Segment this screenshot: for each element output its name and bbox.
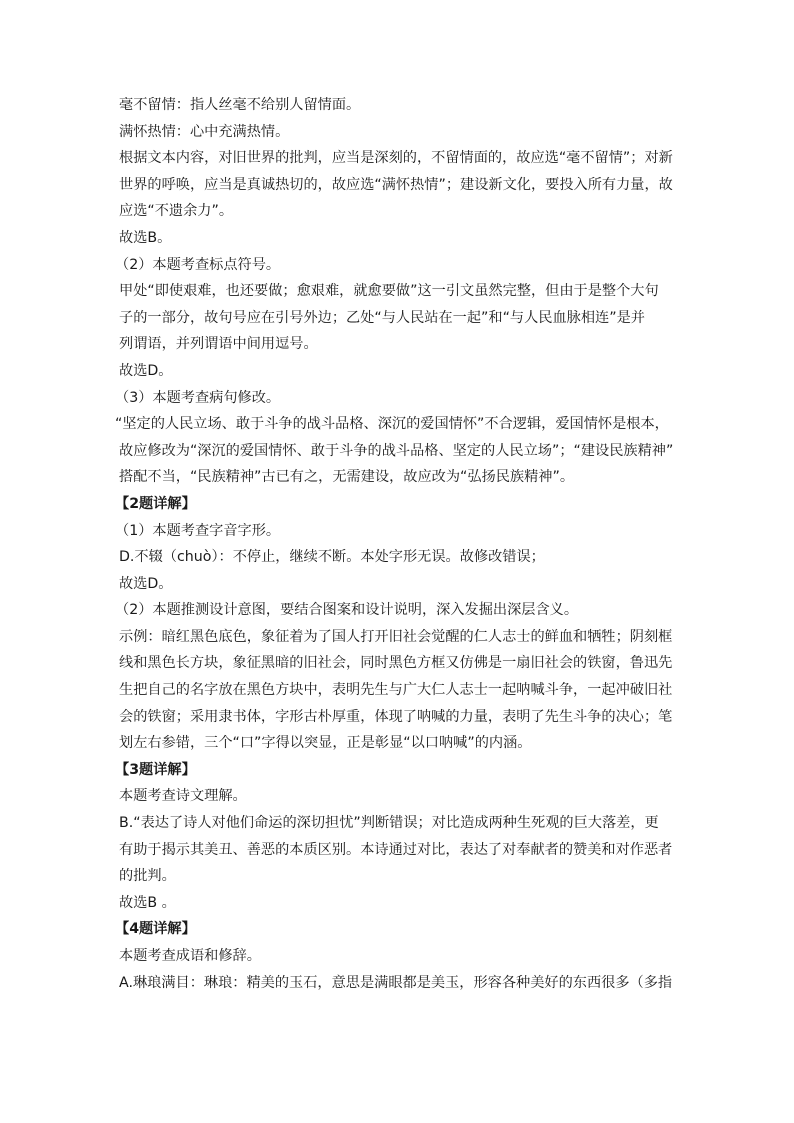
text-line: 毫不留情：指人丝毫不给别人留情面。: [119, 97, 361, 113]
text-line: 搭配不当，“民族精神”古已有之，无需建设，故应改为“弘扬民族精神”。: [119, 469, 575, 486]
document-body: [115, 92, 679, 996]
text-line: 生把自己的名字放在黑色方块中，表明先生与广大仁人志士一起呐喊斗争，一起冲破旧社: [119, 682, 673, 699]
text-line: 线和黑色长方块，象征黑暗的旧社会，同时黑色方框又仿佛是一扇旧社会的铁窗，鲁迅先: [119, 655, 673, 672]
text-line: 根据文本内容，对旧世界的批判，应当是深刻的，不留情面的，故应选“毫不留情”；对新: [119, 150, 673, 167]
text-line: （1）本题考查字音字形。: [115, 522, 281, 539]
text-line: “坚定的人民立场、敢于斗争的战斗品格、深沉的爱国情怀”不合逻辑，爱国情怀是根本，: [115, 416, 669, 433]
text-line: 故选B。: [119, 229, 172, 246]
text-line: 有助于揭示其美丑、善恶的本质区别。本诗通过对比，表达了对奉献者的赞美和对作恶者: [119, 841, 673, 858]
text-line: （2）本题推测设计意图，要结合图案和设计说明，深入发掘出深层含义。: [115, 602, 579, 619]
text-line: B.“表达了诗人对他们命运的深切担忧”判断错误；对比造成两种生死观的巨大落差，更: [119, 815, 659, 832]
text-line: 甲处“即使艰难，也还要做；愈艰难，就愈要做”这一引文虽然完整，但由于是整个大句: [119, 283, 659, 300]
text-line: 划左右参错，三个“口”字得以突显，正是彰显“以口呐喊”的内涵。: [119, 735, 532, 752]
text-line: D.不辍（chuò）：不停止，继续不断。本处字形无误。故修改错误；: [119, 549, 545, 566]
text-line: 示例：暗红黑色底色，象征着为了国人打开旧社会觉醒的仁人志士的鲜血和牺牲；阴刻框: [119, 628, 673, 645]
text-line: 列谓语，并列谓语中间用逗号。: [119, 336, 318, 353]
section-heading: 【4题详解】: [115, 921, 196, 938]
text-line: A.琳琅满目：琳琅：精美的玉石，意思是满眼都是美玉，形容各种美好的东西很多（多指: [119, 974, 673, 991]
text-line: 应选“不遗余力”。: [119, 203, 234, 220]
text-line: 的批判。: [119, 868, 176, 885]
text-line: 世界的呼唤，应当是真诚热切的，故应选“满怀热情”；建设新文化，要投入所有力量，故: [119, 176, 673, 193]
text-line: 故应修改为“深沉的爱国情怀、敢于斗争的战斗品格、坚定的人民立场”；“建设民族精神”: [119, 442, 674, 459]
text-line: 故选D。: [119, 362, 173, 379]
text-line: 满怀热情：心中充满热情。: [119, 123, 290, 140]
text-line: （3）本题考查病句修改。: [115, 389, 281, 406]
text-line: （2）本题考查标点符号。: [115, 256, 281, 273]
text-line: 子的一部分，故句号应在引号外边；乙处“与人民站在一起”和“与人民血脉相连”是并: [119, 309, 645, 326]
section-heading: 【2题详解】: [115, 495, 196, 512]
section-heading: 【3题详解】: [115, 761, 196, 778]
text-line: 故选D。: [119, 575, 173, 592]
text-line: 本题考查诗文理解。: [119, 788, 247, 805]
text-line: 本题考查成语和修辞。: [119, 948, 261, 964]
text-line: 会的铁窗；采用隶书体，字形古朴厚重，体现了呐喊的力量，表明了先生斗争的决心；笔: [119, 708, 673, 725]
text-line: 故选B 。: [119, 894, 176, 911]
